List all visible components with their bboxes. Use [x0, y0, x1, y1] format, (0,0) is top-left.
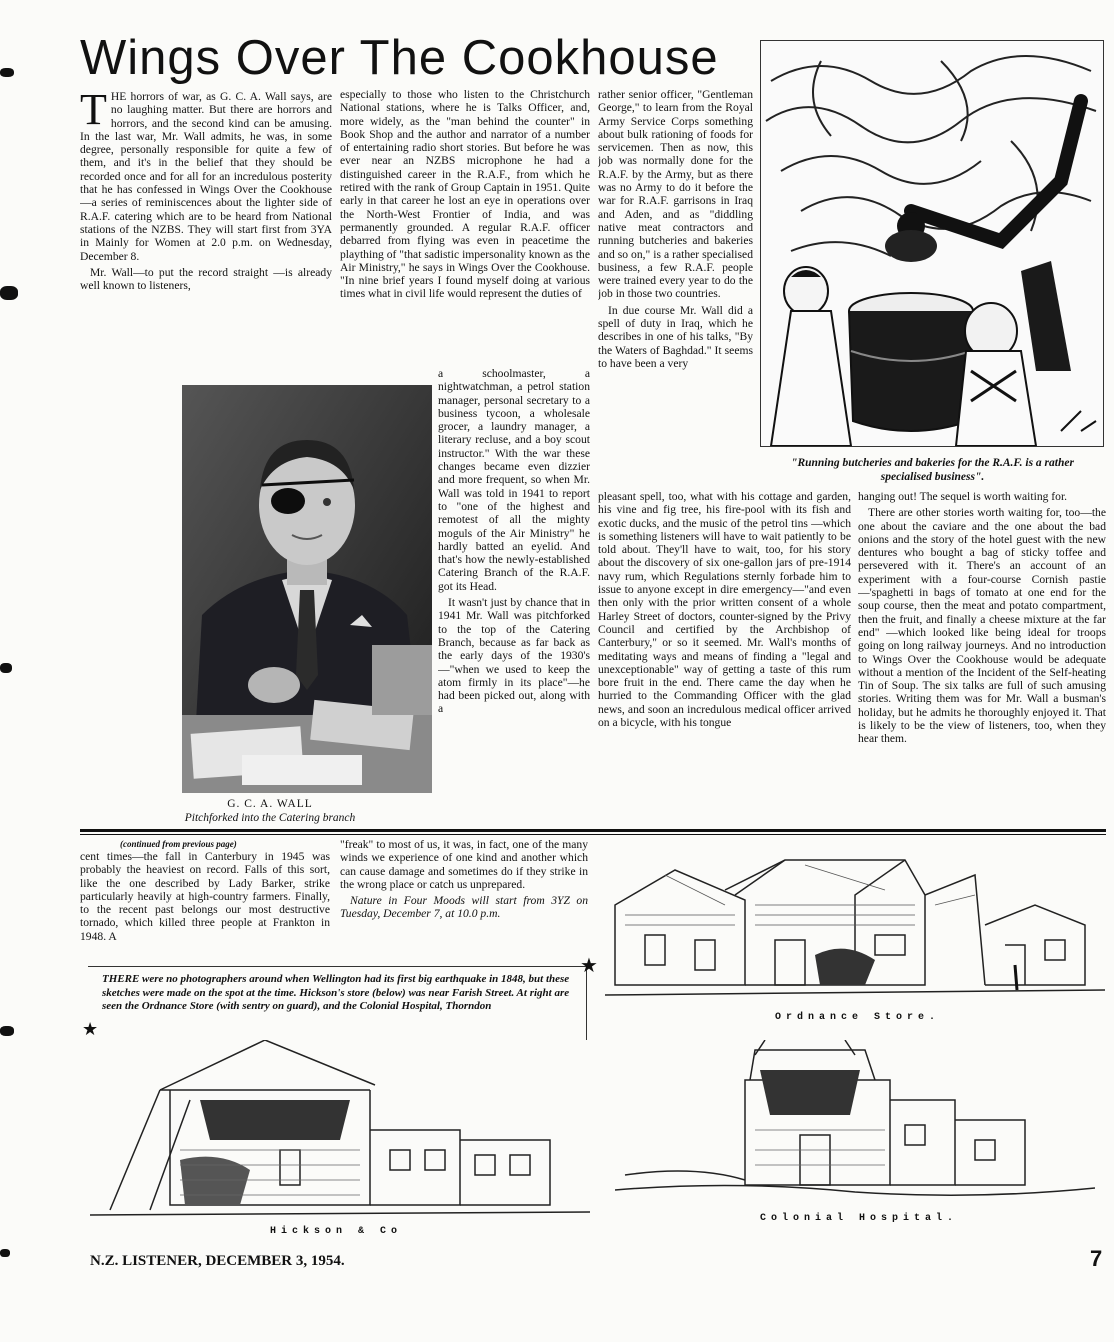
hickson-store-drawing: [90, 1040, 590, 1220]
star-icon: ★: [580, 955, 598, 977]
article-paragraph: Nature in Four Moods will start from 3YZ on Tuesday, December 7, at 10.0 p.m.: [340, 894, 588, 921]
earthquake-note: THERE were no photographers around when Wellington had its first big earthquake in 1848, but these sketches were made on the spot at the time. Hickson's store (below) was near Farish Street. At right are seen the Ordnance Store (with sentry on guard), and the Colonial Hospital, Thorndon: [102, 973, 570, 1012]
article-paragraph: It wasn't just by chance that in 1941 Mr. Wall was pitchforked to the top of the Catering Branch, because as far back as the early days of the 1930's—"when we used to keep the atom firmly in its place"—he had been picked out, along with a: [438, 596, 590, 716]
continued-label: (continued from previous page): [120, 839, 237, 849]
photo-caption-name: G. C. A. WALL: [227, 798, 313, 810]
portrait-image: [182, 385, 432, 793]
photo-caption: [160, 797, 380, 825]
article-paragraph: rather senior officer, "Gentleman George," to learn from the Royal Army Service Corps something about bulk rationing of foods for servicemen. Then as now, this job was normally done for the R.A.F. by the Army, but as there was no Army to do it before the war for R.A.F. garrisons in Iraq and Aden, and as "diddling native meat contractors and running butcheries and bakeries and so on," is a rather specialised business, a few R.A.F. people were trained every year to do the job in those two countries.: [598, 88, 753, 301]
article-column-4: [858, 490, 1106, 823]
margin-mark: [0, 1026, 14, 1036]
section-divider: [80, 834, 1106, 835]
article-column-2-narrow: [438, 367, 590, 823]
article-intro-text: HE horrors of war, as G. C. A. Wall says, are no laughing matter. But there are horrors and horrors, and the second kind can be amusing. In the last war, Mr. Wall admits, he was, in some degree, personally responsible for quite a few of them, and it's in the belief that they should be recorded once and for all for an incredulous posterity that he has confessed in Wings Over the Cookhouse—a series of reminiscences about the lighter side of R.A.F. catering which are to be heard from National stations of the NZBS. They will start first from 3YA in Mainly for Women at 2.0 p.m. on Wednesday, December 8.: [80, 90, 332, 263]
margin-mark: [0, 286, 18, 300]
colonial-hospital-sketch: [615, 1040, 1095, 1205]
margin-mark: [0, 663, 12, 673]
portrait-photo: [182, 385, 432, 793]
publication-footer: N.Z. LISTENER, DECEMBER 3, 1954.: [90, 1253, 345, 1269]
colonial-hospital-label: Colonial Hospital.: [760, 1213, 959, 1224]
continued-column-1: [80, 850, 330, 962]
continued-column-2: [340, 838, 588, 962]
article-paragraph: a schoolmaster, a nightwatchman, a petrol station manager, personal secretary to a business tycoon, a wholesale grocer, a laundry manager, a literary recluse, and a boy scout instructor." With the war these changes became even dizzier and more frequent, so when Mr. Wall was told in 1941 to report to "one of the highest and remotest of all the mighty moguls of the Air Ministry" he hardly batted an eyelid. And that's how the newly-established Catering Branch of the R.A.F. got its Head.: [438, 367, 590, 593]
article-paragraph: In due course Mr. Wall did a spell of duty in Iraq, which he describes in one of his talks, "By the Waters of Baghdad." It seems to have been a very: [598, 303, 753, 370]
article-paragraph: "freak" to most of us, it was, in fact, one of the many winds we experience of one kind and another which can cause damage and sometimes do if they strike in the wrong place or catch us unprepared.: [340, 838, 588, 891]
article-paragraph: hanging out! The sequel is worth waiting for.: [858, 490, 1068, 503]
section-divider: [80, 829, 1106, 832]
article-paragraph: [80, 90, 332, 263]
article-paragraph: There are other stories worth waiting for, too—the one about the caviare and the one about the bad onions and the story of the hotel guest with the new dentures who bought a bag of sticky toffee and persevered with it. There's an account of an experiment with a four-course Cornish pastie—'spaghetti in bags of tomato at one end for the soup course, then the meat and potato compartment, then the fruit, and finally a cheese mixture at the far end" —which looked like being ideal for troops going on long railway journeys. And no introduction to Wings Over the Cookhouse would be adequate without a mention of the Incident of the Self-heating Tin of Soup. The six talks are full of such amusing stories. Writing them was for Mr. Wall a busman's holiday, but he admits he thoroughly enjoyed it. That is likely to be the view of listeners, too, when they hear them.: [858, 506, 1106, 746]
ordnance-store-label: Ordnance Store.: [775, 1012, 941, 1023]
page-number: 7: [1090, 1246, 1103, 1271]
ordnance-store-drawing: [605, 845, 1105, 1010]
article-paragraph: Mr. Wall—to put the record straight —is already well known to listeners,: [80, 265, 332, 293]
hickson-store-label: Hickson & Co: [270, 1226, 403, 1237]
margin-mark: [0, 1249, 10, 1257]
ordnance-store-sketch: [605, 845, 1105, 1010]
article-column-3: [598, 88, 753, 490]
cartoon-caption: "Running butcheries and bakeries for the R.A.F. is a rather specialised business".: [791, 457, 1074, 483]
cartoon-illustration: [760, 40, 1104, 447]
earthquake-note-box: [88, 966, 587, 1041]
article-paragraph: cent times—the fall in Canterbury in 1945 was probably the heaviest on record. Falls of this sort, like the one described by Lady Barker, strike particularly heavily at high-country farmers. Finally, to the recent past belongs our most destructive tornado, which killed three people at Frankton in 1948. A: [80, 850, 330, 943]
photo-caption-line: Pitchforked into the Catering branch: [184, 812, 356, 824]
drop-cap: T: [80, 90, 107, 134]
colonial-hospital-drawing: [615, 1040, 1095, 1205]
article-column-1: [80, 90, 332, 368]
article-title: Wings Over The Cookhouse: [80, 31, 719, 85]
margin-mark: [0, 68, 14, 77]
article-paragraph: especially to those who listen to the Christchurch National stations, where he is Talks Officer, and, more widely, as the "man behind the counter" in Book Shop and the author and narrator of a number of entertaining radio short stories. But before he was ever near an NZBS microphone he had a distinguished career in the R.A.F., from which he retired with the rank of Group Captain in 1951. Quite early in that career he lost an eye in operations over the North-West Frontier of India, and was permanently grounded. A regular R.A.F. officer debarred from flying was even in peacetime the plaything of "that sadistic impersonality known as the Air Ministry," he says in Wings Over the Cookhouse. "In nine brief years I found myself doing at various times what in civil life would represent the duties of: [340, 88, 590, 301]
star-icon: ★: [82, 1019, 99, 1039]
hickson-store-sketch: [90, 1040, 590, 1220]
article-column-3-bottom: [598, 490, 851, 823]
cartoon-drawing: [761, 41, 1103, 446]
article-paragraph: pleasant spell, too, what with his cottage and garden, his vine and fig tree, his fire-pool with its fish and exotic ducks, and the music of the petrol tins —which is something listeners will have to wait patiently to be told about. They'll have to wait, too, for his story about the discovery of six one-gallon jars of pre-1914 navy rum, which Regulations sternly forbade him to issue to anyone except in dire emergency—"and even then only with the prior written consent of a whole Harley Street of doctors, counter-signed by the Privy Council and certified by the Archbishop of Canterbury," or so it seemed. Mr. Wall's months of meditating ways and means of finding a "legal and unexceptionable" way of getting a taste of this rum bore fruit in the end. There came the day when he hurried to the Commanding Officer with the glad news, and soon an incredulous medical officer arrived on a bicycle, with his tongue: [598, 490, 851, 730]
article-column-2: [340, 88, 590, 368]
